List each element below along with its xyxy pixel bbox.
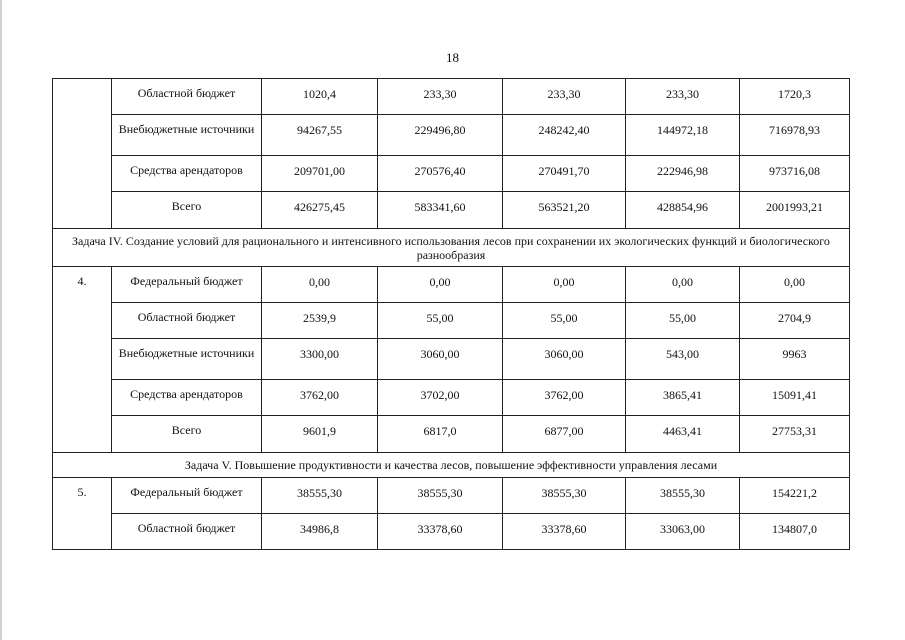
value-cell: 3762,00 — [262, 380, 378, 416]
task-v-title: Задача V. Повышение продуктивности и качества лесов, повышение эффективности управления лесами — [53, 453, 850, 478]
table-row — [53, 79, 850, 115]
table-row — [53, 416, 850, 453]
source-cell: Областной бюджет — [112, 79, 262, 115]
value-cell: 15091,41 — [740, 380, 850, 416]
value-cell: 583341,60 — [378, 192, 503, 229]
value-cell: 270491,70 — [503, 156, 626, 192]
source-cell: Средства арендаторов — [112, 156, 262, 192]
value-cell: 0,00 — [262, 267, 378, 303]
value-cell: 33378,60 — [378, 514, 503, 550]
row-number-cell: 5. — [53, 478, 112, 550]
value-cell: 270576,40 — [378, 156, 503, 192]
value-cell: 248242,40 — [503, 115, 626, 156]
value-cell: 34986,8 — [262, 514, 378, 550]
value-cell: 3300,00 — [262, 339, 378, 380]
value-cell: 38555,30 — [378, 478, 503, 514]
source-cell: Всего — [112, 192, 262, 229]
value-cell: 233,30 — [378, 79, 503, 115]
value-cell: 27753,31 — [740, 416, 850, 453]
value-cell: 1720,3 — [740, 79, 850, 115]
value-cell: 134807,0 — [740, 514, 850, 550]
value-cell: 3762,00 — [503, 380, 626, 416]
table-row — [53, 303, 850, 339]
value-cell: 3865,41 — [626, 380, 740, 416]
value-cell: 0,00 — [378, 267, 503, 303]
value-cell: 4463,41 — [626, 416, 740, 453]
value-cell: 426275,45 — [262, 192, 378, 229]
table-row — [53, 115, 850, 156]
task-iv-title: Задача IV. Создание условий для рационального и интенсивного использования лесов при сохранении их экологических функций и биологического разнообразия — [53, 229, 850, 267]
value-cell: 0,00 — [626, 267, 740, 303]
value-cell: 543,00 — [626, 339, 740, 380]
value-cell: 233,30 — [503, 79, 626, 115]
table-row — [53, 514, 850, 550]
source-cell: Всего — [112, 416, 262, 453]
table-row — [53, 156, 850, 192]
value-cell: 154221,2 — [740, 478, 850, 514]
value-cell: 38555,30 — [503, 478, 626, 514]
value-cell: 144972,18 — [626, 115, 740, 156]
task-heading-row — [53, 229, 850, 267]
value-cell: 428854,96 — [626, 192, 740, 229]
row-number-cell: 4. — [53, 267, 112, 453]
value-cell: 209701,00 — [262, 156, 378, 192]
value-cell: 38555,30 — [626, 478, 740, 514]
table-row — [53, 380, 850, 416]
value-cell: 222946,98 — [626, 156, 740, 192]
value-cell: 6877,00 — [503, 416, 626, 453]
value-cell: 1020,4 — [262, 79, 378, 115]
value-cell: 563521,20 — [503, 192, 626, 229]
page-number: 18 — [446, 50, 459, 65]
value-cell: 94267,55 — [262, 115, 378, 156]
value-cell: 38555,30 — [262, 478, 378, 514]
source-cell: Средства арендаторов — [112, 380, 262, 416]
value-cell: 2704,9 — [740, 303, 850, 339]
value-cell: 2001993,21 — [740, 192, 850, 229]
row-number-cell — [53, 79, 112, 229]
value-cell: 55,00 — [378, 303, 503, 339]
value-cell: 3702,00 — [378, 380, 503, 416]
value-cell: 33378,60 — [503, 514, 626, 550]
value-cell: 229496,80 — [378, 115, 503, 156]
value-cell: 2539,9 — [262, 303, 378, 339]
source-cell: Федеральный бюджет — [112, 267, 262, 303]
table-row — [53, 192, 850, 229]
source-cell: Внебюджетные источники — [112, 339, 262, 380]
page-left-edge — [0, 0, 2, 640]
value-cell: 0,00 — [503, 267, 626, 303]
value-cell: 55,00 — [503, 303, 626, 339]
table-row — [53, 267, 850, 303]
value-cell: 0,00 — [740, 267, 850, 303]
value-cell: 716978,93 — [740, 115, 850, 156]
value-cell: 33063,00 — [626, 514, 740, 550]
source-cell: Областной бюджет — [112, 303, 262, 339]
value-cell: 9601,9 — [262, 416, 378, 453]
value-cell: 9963 — [740, 339, 850, 380]
source-cell: Внебюджетные источники — [112, 115, 262, 156]
task-heading-row — [53, 453, 850, 478]
value-cell: 3060,00 — [378, 339, 503, 380]
value-cell: 55,00 — [626, 303, 740, 339]
value-cell: 233,30 — [626, 79, 740, 115]
table-row — [53, 478, 850, 514]
source-cell: Федеральный бюджет — [112, 478, 262, 514]
value-cell: 3060,00 — [503, 339, 626, 380]
table-row — [53, 339, 850, 380]
budget-table — [52, 78, 850, 550]
value-cell: 6817,0 — [378, 416, 503, 453]
source-cell: Областной бюджет — [112, 514, 262, 550]
value-cell: 973716,08 — [740, 156, 850, 192]
